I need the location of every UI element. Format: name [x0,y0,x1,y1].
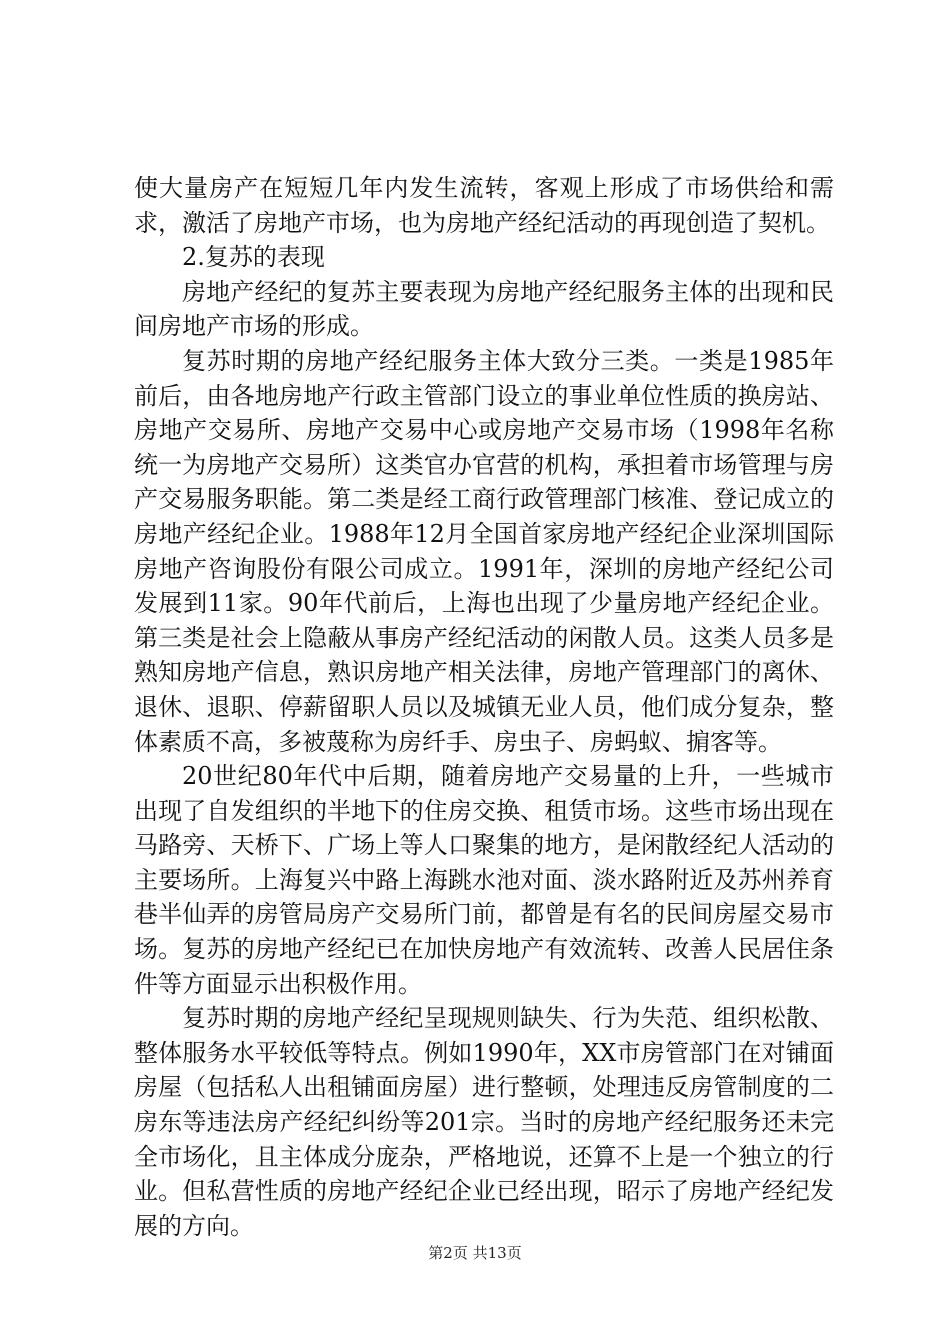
paragraph-continuation: 使大量房产在短短几年内发生流转，客观上形成了市场供给和需求，激活了房地产市场，也为房地产经纪活动的再现创造了契机。 [134,174,834,237]
page-footer: 第2页 共13页 [428,1244,522,1262]
document-body [134,171,834,1243]
section-heading: 2.复苏的表现 [182,243,325,272]
paragraph: 房地产经纪的复苏主要表现为房地产经纪服务主体的出现和民间房地产市场的形成。 [134,277,834,341]
paragraph: 复苏时期的房地产经纪服务主体大致分三类。一类是1985年前后，由各地房地产行政主管部门设立的事业单位性质的换房站、房地产交易所、房地产交易中心或房地产交易市场（1998年名称统一为房地产交易所）这类官办官营的机构，承担着市场管理与房产交易服务职能。第二类是经工商行政管理部门核准、登记成立的房地产经纪企业。1988年12月全国首家房地产经纪企业深圳国际房地产咨询股份有限公司成立。1991年，深圳的房地产经纪公司发展到11家。90年代前后，上海也出现了少量房地产经纪企业。第三类是社会上隐蔽从事房产经纪活动的闲散人员。这类人员多是熟知房地产信息，熟识房地产相关法律，房地产管理部门的离休、退休、退职、停薪留职人员以及城镇无业人员，他们成分复杂，整体素质不高，多被蔑称为房纤手、房虫子、房蚂蚁、掮客等。 [134,346,834,756]
paragraph: 20世纪80年代中后期，随着房地产交易量的上升，一些城市出现了自发组织的半地下的住房交换、租赁市场。这些市场出现在马路旁、天桥下、广场上等人口聚集的地方，是闲散经纪人活动的主要场所。上海复兴中路上海跳水池对面、淡水路附近及苏州养育巷半仙弄的房管局房产交易所门前，都曾是有名的民间房屋交易市场。复苏的房地产经纪已在加快房地产有效流转、改善人民居住条件等方面显示出积极作用。 [134,762,834,998]
paragraph: 复苏时期的房地产经纪呈现规则缺失、行为失范、组织松散、整体服务水平较低等特点。例如1990年，XX市房管部门在对铺面房屋（包括私人出租铺面房屋）进行整顿，处理违反房管制度的二房东等违法房产经纪纠纷等201宗。当时的房地产经纪服务还未完全市场化，且主体成分庞杂，严格地说，还算不上是一个独立的行业。但私营性质的房地产经纪企业已经出现，昭示了房地产经纪发展的方向。 [134,1004,834,1240]
